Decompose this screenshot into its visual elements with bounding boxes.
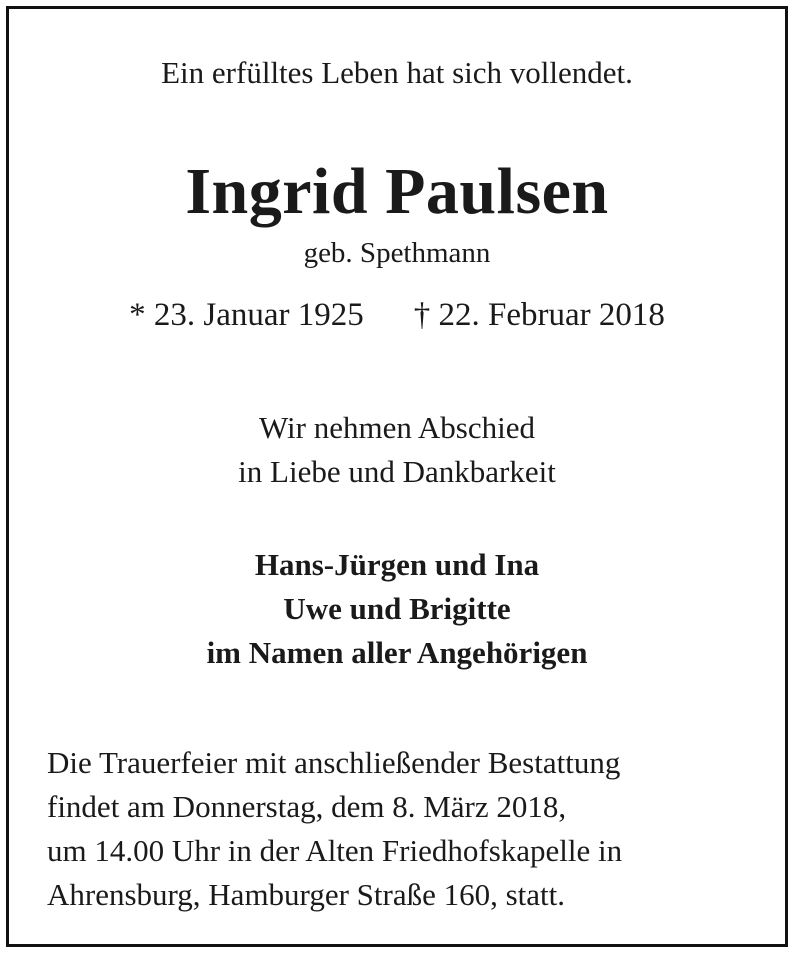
service-line: um 14.00 Uhr in der Alten Friedhofskapelle in	[47, 833, 623, 868]
farewell-line-2: in Liebe und Dankbarkeit	[238, 454, 556, 489]
service-line: Die Trauerfeier mit anschließender Bestattung	[47, 745, 621, 780]
birth-date: * 23. Januar 1925	[129, 297, 364, 333]
service-line: Ahrensburg, Hamburger Straße 160, statt.	[47, 877, 566, 912]
maiden-name: geb. Spethmann	[303, 237, 491, 269]
deceased-name: Ingrid Paulsen	[185, 155, 609, 228]
life-dates	[9, 299, 785, 332]
mourner-line: Hans-Jürgen und Ina	[254, 547, 540, 582]
death-date: † 22. Februar 2018	[413, 297, 665, 333]
funeral-service-info	[47, 741, 622, 917]
obituary-frame	[6, 6, 788, 947]
motto-text: Ein erfülltes Leben hat sich vollendet.	[161, 55, 633, 90]
mourner-line: Uwe und Brigitte	[283, 591, 511, 626]
service-line: findet am Donnerstag, dem 8. März 2018,	[47, 789, 567, 824]
mourner-line: im Namen aller Angehörigen	[206, 635, 588, 670]
farewell-line-1: Wir nehmen Abschied	[259, 410, 535, 445]
